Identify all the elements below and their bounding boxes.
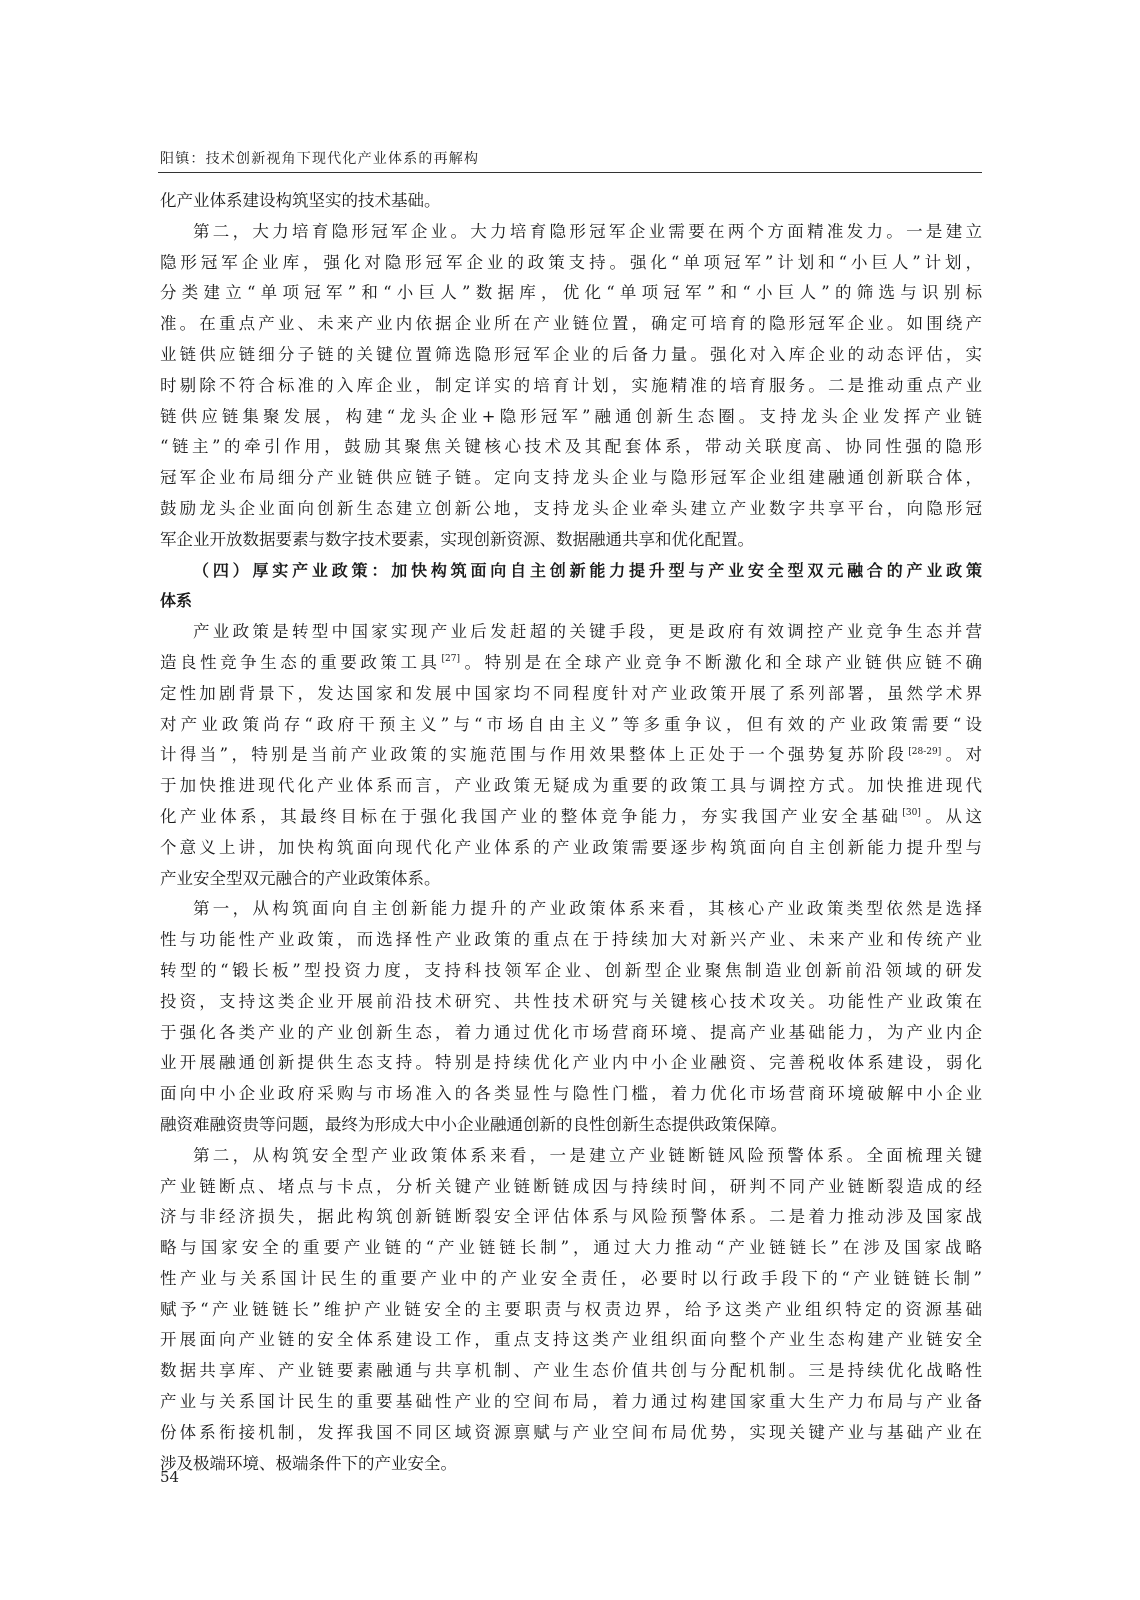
text-line: 对产业政策尚存“政府干预主义”与“市场自由主义”等多重争议，但有效的产业政策需要“设 (160, 714, 982, 734)
text-line: 军企业开放数据要素与数字技术要素，实现创新资源、数据融通共享和优化配置。 (160, 529, 754, 549)
text-line: 赋予“产业链链长”维护产业链安全的主要职责与权责边界，给予这类产业组织特定的资源基础 (160, 1299, 982, 1319)
text-line: 融资难融资贵等问题，最终为形成大中小企业融通创新的良性创新生态提供政策保障。 (160, 1114, 787, 1134)
text-line: 鼓励龙头企业面向创新生态建立创新公地，支持龙头企业牵头建立产业数字共享平台，向隐形冠 (160, 498, 982, 518)
text-line (160, 740, 982, 771)
text-line: 隐形冠军企业库，强化对隐形冠军企业的政策支持。强化“单项冠军”计划和“小巨人”计划， (160, 252, 982, 272)
text-line (160, 802, 982, 833)
citation-ref: [30] (902, 808, 921, 819)
citation-ref: [28-29] (908, 746, 942, 757)
text-line: 于强化各类产业的产业创新生态，着力通过优化市场营商环境、提高产业基础能力，为产业内企 (160, 1022, 982, 1042)
text-line: 第一，从构筑面向自主创新能力提升的产业政策体系来看，其核心产业政策类型依然是选择 (193, 899, 982, 919)
text-line: 产业安全型双元融合的产业政策体系。 (160, 868, 441, 888)
text-line: 产业政策是转型中国家实现产业后发赶超的关键手段，更是政府有效调控产业竞争生态并营 (193, 622, 982, 642)
text-line: 冠军企业布局细分产业链供应链子链。定向支持龙头企业与隐形冠军企业组建融通创新联合体， (160, 468, 982, 488)
text-line: 化产业体系建设构筑坚实的技术基础。 (160, 191, 441, 210)
text-segment: 化产业体系，其最终目标在于强化我国产业的整体竞争能力，夯实我国产业安全基础 (160, 806, 902, 826)
text-line: 业链供应链细分子链的关键位置筛选隐形冠军企业的后备力量。强化对入库企业的动态评估，实 (160, 344, 982, 364)
text-line (160, 648, 982, 679)
text-segment: 。对 (942, 745, 982, 765)
text-line: 业开展融通创新提供生态支持。特别是持续优化产业内中小企业融资、完善税收体系建设，弱化 (160, 1053, 982, 1073)
text-line: 产业与关系国计民生的重要基础性产业的空间布局，着力通过构建国家重大生产力布局与产业备 (160, 1392, 982, 1412)
text-line: 投资，支持这类企业开展前沿技术研究、共性技术研究与关键核心技术攻关。功能性产业政策在 (160, 991, 982, 1011)
text-line: 济与非经济损失，据此构筑创新链断裂安全评估体系与风险预警体系。二是着力推动涉及国家战 (160, 1207, 982, 1227)
text-line: 第二，从构筑安全型产业政策体系来看，一是建立产业链断链风险预警体系。全面梳理关键 (193, 1145, 982, 1165)
text-line: 分类建立“单项冠军”和“小巨人”数据库，优化“单项冠军”和“小巨人”的筛选与识别标 (160, 283, 982, 303)
text-line: 准。在重点产业、未来产业内依据企业所在产业链位置，确定可培育的隐形冠军企业。如围绕产 (160, 314, 982, 334)
citation-ref: [27] (441, 654, 461, 665)
section-heading-line: 体系 (160, 591, 193, 611)
text-line: 份体系衔接机制，发挥我国不同区域资源禀赋与产业空间布局优势，实现关键产业与基础产业在 (160, 1422, 982, 1442)
text-line: 性产业与关系国计民生的重要产业中的产业安全责任，必要时以行政手段下的“产业链链长制” (160, 1268, 982, 1288)
text-line: “链主”的牵引作用，鼓励其聚焦关键核心技术及其配套体系，带动关联度高、协同性强的隐形 (160, 437, 982, 457)
text-segment: 计得当”，特别是当前产业政策的实施范围与作用效果整体上正处于一个强势复苏阶段 (160, 745, 908, 765)
text-line: 第二，大力培育隐形冠军企业。大力培育隐形冠军企业需要在两个方面精准发力。一是建立 (193, 221, 982, 241)
text-line: 数据共享库、产业链要素融通与共享机制、产业生态价值共创与分配机制。三是持续优化战略性 (160, 1361, 982, 1381)
text-line: 产业链断点、堵点与卡点，分析关键产业链断链成因与持续时间，研判不同产业链断裂造成的经 (160, 1176, 982, 1196)
text-line: 略与国家安全的重要产业链的“产业链链长制”，通过大力推动“产业链链长”在涉及国家战略 (160, 1238, 982, 1258)
text-line: 时剔除不符合标准的入库企业，制定详实的培育计划，实施精准的培育服务。二是推动重点产业 (160, 375, 982, 395)
text-line: 涉及极端环境、极端条件下的产业安全。 (160, 1453, 457, 1473)
text-segment: 造良性竞争生态的重要政策工具 (160, 652, 441, 672)
article-body (160, 186, 982, 1479)
text-line: 于加快推进现代化产业体系而言，产业政策无疑成为重要的政策工具与调控方式。加快推进现代 (160, 776, 982, 796)
text-line: 性与功能性产业政策，而选择性产业政策的重点在于持续加大对新兴产业、未来产业和传统产业 (160, 930, 982, 950)
page-number: 54 (160, 1468, 180, 1486)
text-segment: 。特别是在全球产业竞争不断激化和全球产业链供应链不确 (461, 652, 982, 672)
text-line: 定性加剧背景下，发达国家和发展中国家均不同程度针对产业政策开展了系列部署，虽然学术界 (160, 683, 982, 703)
header-rule (158, 172, 982, 173)
text-segment: 。从这 (921, 806, 982, 826)
section-heading-line: （四）厚实产业政策：加快构筑面向自主创新能力提升型与产业安全型双元融合的产业政策 (193, 560, 982, 580)
running-header: 阳镇：技术创新视角下现代化产业体系的再解构 (160, 151, 480, 167)
text-line: 链供应链集聚发展，构建“龙头企业+隐形冠军”融通创新生态圈。支持龙头企业发挥产业链 (160, 406, 982, 426)
text-line: 个意义上讲，加快构筑面向现代化产业体系的产业政策需要逐步构筑面向自主创新能力提升型与 (160, 837, 982, 857)
text-line: 面向中小企业政府采购与市场准入的各类显性与隐性门槛，着力优化市场营商环境破解中小企业 (160, 1084, 982, 1104)
text-line: 开展面向产业链的安全体系建设工作，重点支持这类产业组织面向整个产业生态构建产业链安全 (160, 1330, 982, 1350)
text-line: 转型的“锻长板”型投资力度，支持科技领军企业、创新型企业聚焦制造业创新前沿领域的研发 (160, 960, 982, 980)
